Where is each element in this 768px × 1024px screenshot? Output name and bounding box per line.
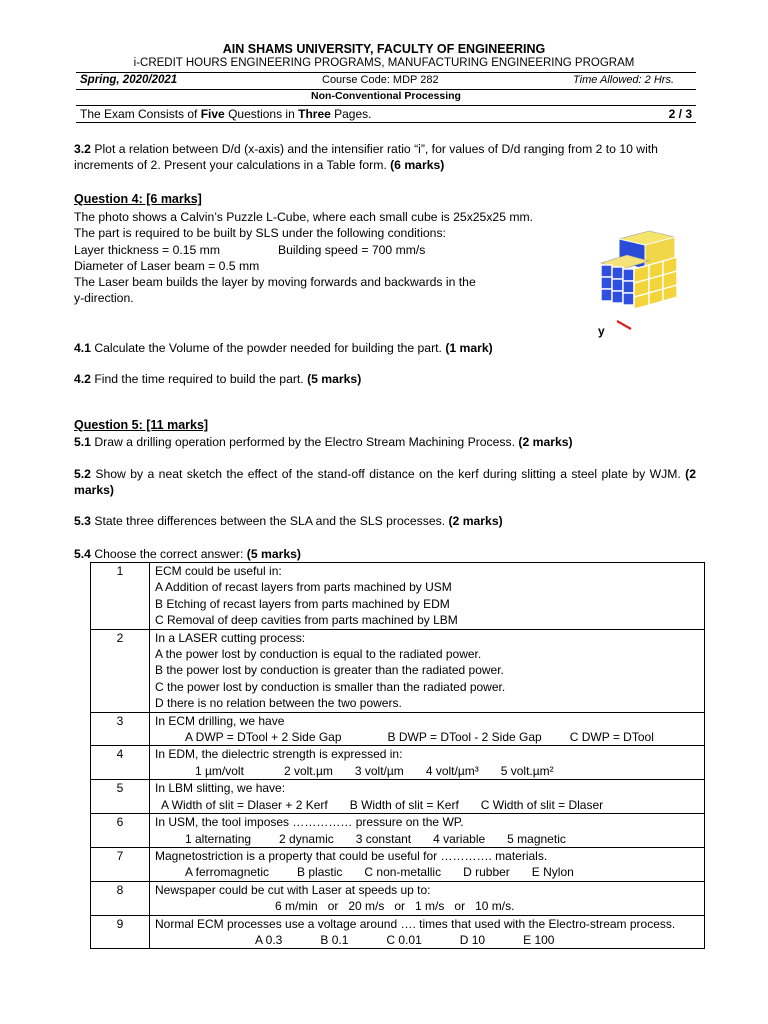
mcq-option: A Addition of recast layers from parts machined by USM	[155, 580, 452, 595]
mcq-row	[91, 847, 705, 881]
question-5-4: 5.4 Choose the correct answer: (5 marks)	[74, 547, 301, 561]
mcq-question-text: In USM, the tool imposes …………… pressure on the WP.	[155, 815, 464, 830]
mcq-option: 1 alternating	[185, 831, 252, 846]
mcq-question-cell	[150, 629, 705, 712]
mcq-question-text: Magnetostriction is a property that could be useful for …………. materials.	[155, 848, 548, 863]
mcq-option: D there is no relation between the two powers.	[155, 696, 402, 711]
mcq-option: 6 m/min	[275, 899, 318, 914]
mcq-question-text: In ECM drilling, we have	[155, 713, 285, 728]
mcq-option: C non-metallic	[364, 865, 442, 880]
mcq-number: 4	[91, 746, 150, 780]
mcq-option: A 0.3	[255, 932, 283, 947]
mcq-option: B DWP = DTool - 2 Side Gap	[387, 730, 542, 745]
mcq-option: 2 dynamic	[279, 831, 334, 846]
mcq-option: 10 m/s.	[475, 899, 515, 914]
mcq-question-cell	[150, 814, 705, 848]
mcq-number: 2	[91, 629, 150, 712]
mcq-option: 4 volt/µm³	[425, 763, 479, 778]
semester: Spring, 2020/2021	[80, 74, 178, 86]
mcq-number: 3	[91, 712, 150, 746]
mcq-question-cell	[150, 563, 705, 630]
mcq-number: 6	[91, 814, 150, 848]
mcq-number: 8	[91, 881, 150, 915]
mcq-option: 1 µm/volt	[195, 763, 244, 778]
mcq-option: D rubber	[463, 865, 510, 880]
question-5-2: 5.2 Show by a neat sketch the effect of the stand-off distance on the kerf during slitting a steel plate by WJM. (2 marks)	[74, 467, 696, 498]
mcq-row	[91, 814, 705, 848]
question-5-1: 5.1 Draw a drilling operation performed by the Electro Stream Machining Process. (2 marks)	[74, 435, 573, 449]
mcq-row	[91, 563, 705, 630]
page-number: 2 / 3	[668, 107, 692, 121]
mcq-number: 7	[91, 847, 150, 881]
mcq-question-text: ECM could be useful in:	[155, 564, 282, 578]
mcq-row	[91, 629, 705, 712]
mcq-number: 1	[91, 563, 150, 630]
mcq-row	[91, 746, 705, 780]
question-4-body: The photo shows a Calvin’s Puzzle L-Cube, where each small cube is 25x25x25 mm. The part is required to be built by SLS under the following conditions: Layer thickness = 0.15 mm Building speed = 700 mm/s Diameter of Laser beam = 0.5 mm The Laser beam builds the layer by moving forwards and backwards in the y-direction.	[74, 210, 534, 306]
question-4-1: 4.1 Calculate the Volume of the powder needed for building the part. (1 mark)	[74, 341, 493, 355]
mcq-option: 1 m/s	[415, 899, 445, 914]
mcq-option: or	[327, 899, 339, 914]
mcq-question-cell	[150, 712, 705, 746]
mcq-option: B plastic	[297, 865, 343, 880]
question-4-title: Question 4: [6 marks]	[74, 192, 202, 206]
exam-header-box	[76, 72, 696, 122]
mcq-number: 5	[91, 780, 150, 814]
exam-info: The Exam Consists of Five Questions in Three Pages.	[80, 107, 372, 121]
mcq-option: B the power lost by conduction is greater than the radiated power.	[155, 663, 504, 678]
mcq-question-cell	[150, 746, 705, 780]
mcq-question-cell	[150, 780, 705, 814]
mcq-question-text: In a LASER cutting process:	[155, 630, 306, 645]
mcq-option: A the power lost by conduction is equal to the radiated power.	[155, 647, 482, 662]
mcq-option: 5 magnetic	[507, 831, 566, 846]
mcq-option: 4 variable	[433, 831, 486, 846]
l-cube-photo	[597, 225, 692, 330]
mcq-option: E Nylon	[531, 865, 574, 880]
mcq-option: 2 volt.µm	[283, 763, 333, 778]
time-allowed: Time Allowed: 2 Hrs.	[573, 74, 674, 86]
mcq-question-cell	[150, 847, 705, 881]
mcq-question-cell	[150, 915, 705, 949]
question-4-2: 4.2 Find the time required to build the part. (5 marks)	[74, 372, 362, 386]
mcq-table	[90, 562, 705, 949]
mcq-option: C Removal of deep cavities from parts machined by LBM	[155, 613, 458, 628]
mcq-number: 9	[91, 915, 150, 949]
mcq-option: C the power lost by conduction is smaller than the radiated power.	[155, 679, 506, 694]
mcq-option: A DWP = DTool + 2 Side Gap	[185, 730, 342, 745]
y-axis-arrow	[617, 321, 631, 329]
mcq-option: 5 volt.µm²	[500, 763, 554, 778]
mcq-option: 20 m/s	[348, 899, 385, 914]
mcq-row	[91, 915, 705, 949]
question-5-title: Question 5: [11 marks]	[74, 418, 209, 432]
mcq-option: E 100	[523, 932, 555, 947]
mcq-option: C Width of slit = Dlaser	[480, 797, 604, 812]
course-name: Non-Conventional Processing	[311, 90, 461, 102]
mcq-option: 3 volt/µm	[354, 763, 404, 778]
mcq-option: B Width of slit = Kerf	[349, 797, 459, 812]
mcq-row	[91, 780, 705, 814]
mcq-question-text: Newspaper could be cut with Laser at speeds up to:	[155, 882, 431, 897]
mcq-option: C 0.01	[386, 932, 422, 947]
question-3-2: 3.2 Plot a relation between D/d (x-axis) and the intensifier ratio “i”, for values of D/d ranging from 2 to 10 with increments of 2. Present your calculations in a Table form. (6 marks)	[74, 142, 658, 173]
y-axis-label: y	[598, 324, 605, 338]
mcq-option: D 10	[459, 932, 486, 947]
mcq-option: B 0.1	[320, 932, 349, 947]
mcq-question-text: Normal ECM processes use a voltage around …. times that used with the Electro-stream process.	[155, 916, 676, 931]
mcq-row	[91, 881, 705, 915]
mcq-option: A ferromagnetic	[185, 865, 270, 880]
mcq-option: B Etching of recast layers from parts machined by EDM	[155, 596, 450, 611]
mcq-question-text: In EDM, the dielectric strength is expressed in:	[155, 747, 403, 762]
mcq-option: C DWP = DTool	[569, 730, 654, 745]
mcq-option: 3 constant	[355, 831, 412, 846]
program-title: i-CREDIT HOURS ENGINEERING PROGRAMS, MANUFACTURING ENGINEERING PROGRAM	[133, 57, 635, 69]
mcq-question-cell	[150, 881, 705, 915]
mcq-option: or	[454, 899, 466, 914]
course-code: Course Code: MDP 282	[322, 74, 439, 86]
mcq-option: or	[394, 899, 406, 914]
mcq-option: A Width of slit = Dlaser + 2 Kerf	[161, 797, 328, 812]
mcq-question-text: In LBM slitting, we have:	[155, 781, 286, 796]
mcq-row	[91, 712, 705, 746]
university-title: AIN SHAMS UNIVERSITY, FACULTY OF ENGINEERING	[222, 42, 546, 56]
question-5-3: 5.3 State three differences between the SLA and the SLS processes. (2 marks)	[74, 514, 503, 528]
